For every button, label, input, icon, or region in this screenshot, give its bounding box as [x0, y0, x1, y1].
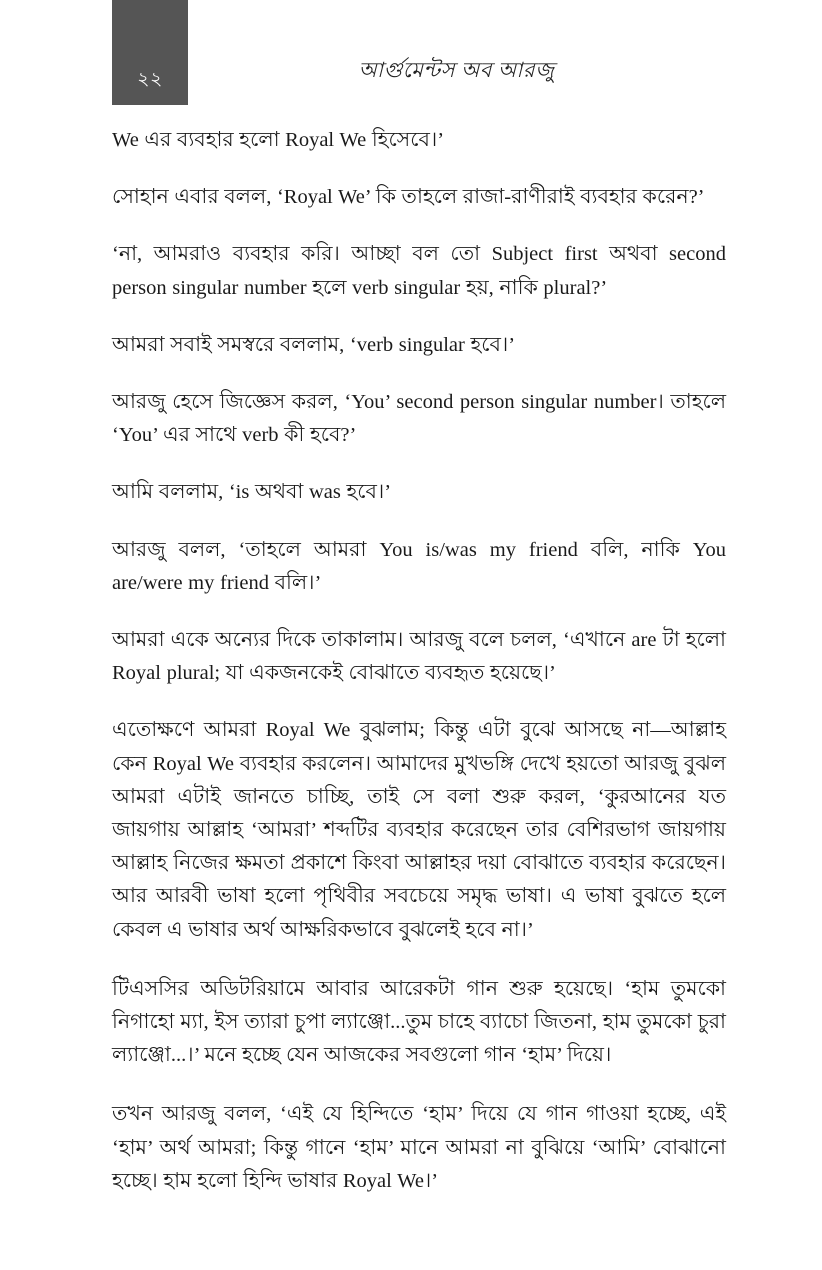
page-number: ২২ [137, 69, 163, 90]
paragraph: আমরা সবাই সমস্বরে বললাম, ‘verb singular হবে।’ [112, 333, 516, 356]
running-header [0, 0, 822, 110]
paragraph: সোহান এবার বলল, ‘Royal We’ কি তাহলে রাজা-রাণীরাই ব্যবহার করেন?’ [112, 186, 705, 209]
paragraph: আমি বললাম, ‘is অথবা was হবে।’ [112, 481, 392, 504]
paragraph: ‘না, আমরাও ব্যবহার করি। আচ্ছা বল তো Subject first অথবা second person singular number হলে verb singular হয়, নাকি plural?’ [112, 243, 726, 299]
paragraph: আমরা একে অন্যের দিকে তাকালাম। আরজু বলে চলল, ‘এখানে are টা হলো Royal plural; যা একজনকেই বোঝাতে ব্যবহৃত হয়েছে।’ [112, 629, 726, 685]
paragraph: তখন আরজু বলল, ‘এই যে হিন্দিতে ‘হাম’ দিয়ে যে গান গাওয়া হচ্ছে, এই ‘হাম’ অর্থ আমরা; কিন্তু গানে ‘হাম’ মানে আমরা না বুঝিয়ে ‘আমি’ বোঝানো হচ্ছে। হাম হলো হিন্দি ভাষার Royal We।’ [112, 1103, 726, 1192]
paragraph: এতোক্ষণে আমরা Royal We বুঝলাম; কিন্তু এটা বুঝে আসছে না—আল্লাহ কেন Royal We ব্যবহার করলেন। আমাদের মুখভঙ্গি দেখে হয়তো আরজু বুঝল আমরা এটাই জানতে চাচ্ছি, তাই সে বলা শুরু করল, ‘কুরআনের যত জায়গায় আল্লাহ ‘আমরা’ শব্দটির ব্যবহার করেছেন তার বেশিরভাগ জায়গায় আল্লাহ নিজের ক্ষমতা প্রকাশে কিংবা আল্লাহর দয়া বোঝাতে ব্যবহার করেছেন। আর আরবী ভাষা হলো পৃথিবীর সবচেয়ে সমৃদ্ধ ভাষা। এ ভাষা বুঝতে হলে কেবল এ ভাষার অর্থ আক্ষরিকভাবে বুঝলেই হবে না।’ [112, 719, 726, 941]
paragraph: টিএসসির অডিটরিয়ামে আবার আরেকটা গান শুরু হয়েছে। ‘হাম তুমকো নিগাহো ম্যা, ইস ত্যারা চুপা ল্যাঞ্জো...তুম চাহে ব্যাচো জিতনা, হাম তুমকো চুরা ল্যাঞ্জো...।’ মনে হচ্ছে যেন আজকের সবগুলো গান ‘হাম’ দিয়ে। [112, 977, 726, 1067]
page-number-badge [112, 0, 188, 105]
book-title-header: আর্গুমেন্টস অব আরজু [358, 58, 555, 82]
paragraph: আরজু বলল, ‘তাহলে আমরা You is/was my friend বলি, নাকি You are/were my friend বলি।’ [112, 538, 726, 594]
paragraph: We এর ব্যবহার হলো Royal We হিসেবে।’ [112, 129, 445, 151]
body-text-column [112, 124, 726, 1198]
paragraph: আরজু হেসে জিজ্ঞেস করল, ‘You’ second person singular number। তাহলে ‘You’ এর সাথে verb কী হবে?’ [112, 391, 726, 447]
